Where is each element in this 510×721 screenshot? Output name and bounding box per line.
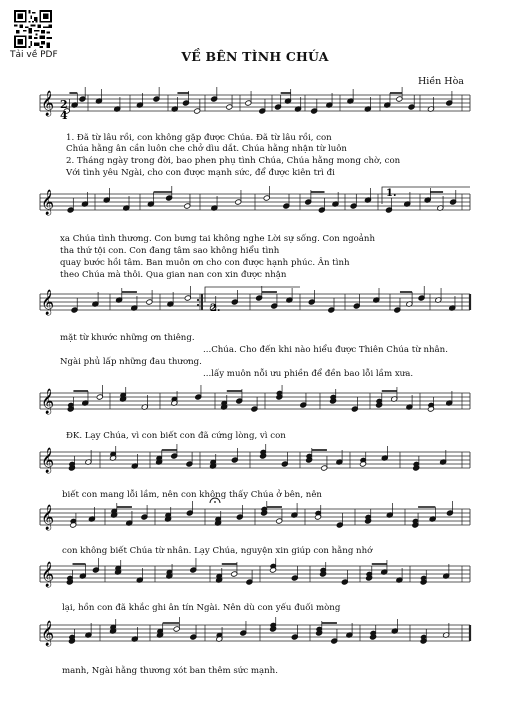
lyric-s2-l1: xa Chúa tình thương. Con bưng tai không nghe Lời sự sống. Con ngoảnh	[60, 234, 375, 244]
lyric-s2-l2: tha thứ tội con. Con đang tâm sao không hiểu tình	[60, 246, 280, 256]
lyric-s1-l2: Chúa hằng ân cần luôn che chở dìu dắt. Chúa hằng nhận từ luôn	[66, 144, 347, 154]
lyric-s3-l3: Ngài phủ lấp những đau thương.	[60, 357, 202, 367]
treble-clef-icon: 𝄞	[41, 562, 55, 587]
download-pdf-link[interactable]: Tải về PDF	[10, 50, 58, 60]
lyric-s2-l3: quay bước hồi tâm. Ban muôn ơn cho con được hạnh phúc. Ân tình	[60, 258, 350, 268]
lyric-s6: con không biết Chúa từ nhân. Lạy Chúa, nguyện xin giúp con hằng nhớ	[62, 546, 373, 556]
lyric-s1-l3: 2. Tháng ngày trong đời, bao phen phụ tình Chúa, Chúa hằng mong chờ, con	[66, 156, 401, 166]
lyric-s2-l4: theo Chúa mà thôi. Qua gian nan con xin được nhận	[60, 270, 287, 280]
lyric-s1-l1: 1. Đã từ lâu rồi, con không gặp được Chúa. Đã từ lâu rồi, con	[66, 133, 332, 143]
fermata-dot	[214, 501, 216, 503]
lyric-s3-l1: mặt từ khước những ơn thiêng.	[60, 333, 195, 343]
treble-clef-icon: 𝄞	[41, 190, 55, 215]
lyric-s3-l4: ...lấy muôn nỗi ưu phiền để đền bao lỗi lầm xưa.	[203, 369, 414, 379]
time-signature-top: 2	[60, 98, 68, 111]
volta-2-label: 2.	[210, 303, 221, 314]
volta-1-label: 1.	[386, 188, 397, 199]
treble-clef-icon: 𝄞	[41, 91, 55, 116]
time-signature-bottom: 4	[60, 109, 68, 122]
treble-clef-icon: 𝄞	[41, 290, 55, 315]
lyric-s5: biết con mang lỗi lầm, nên con không thấy Chúa ở bên, nên	[62, 490, 322, 500]
composer-name: Hiền Hòa	[418, 76, 464, 87]
song-title: VỀ BÊN TÌNH CHÚA	[181, 49, 329, 64]
repeat-dot	[197, 299, 199, 301]
treble-clef-icon: 𝄞	[41, 505, 55, 530]
lyric-s7: lại, hồn con đã khắc ghi ân tín Ngài. Nên dù con yếu đuối mòng	[62, 603, 341, 613]
treble-clef-icon: 𝄞	[41, 448, 55, 473]
volta-2-bracket	[205, 287, 300, 302]
lyric-s8: manh, Ngài hằng thương xót ban thêm sức mạnh.	[62, 666, 278, 676]
treble-clef-icon: 𝄞	[41, 621, 55, 646]
treble-clef-icon: 𝄞	[41, 389, 55, 414]
lyric-s4: ĐK. Lạy Chúa, vì con biết con đã cứng lòng, vì con	[66, 431, 286, 441]
lyric-s3-l2: ...Chúa. Cho đến khi nào hiểu được Thiên Chúa từ nhân.	[203, 345, 448, 355]
repeat-dot	[197, 304, 199, 306]
lyric-s1-l4: Với tình yêu Ngài, cho con được mạnh sức, để được kiên trì đi	[66, 168, 335, 178]
